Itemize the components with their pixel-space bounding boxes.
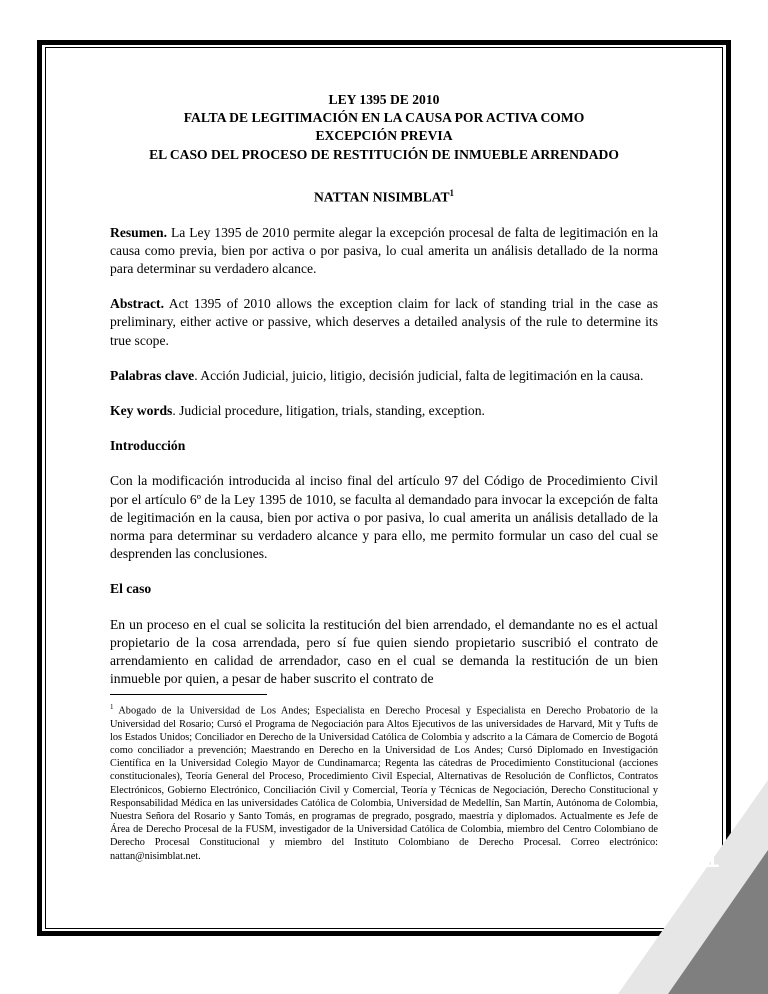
footnote-mark: 1 bbox=[110, 703, 114, 711]
abstract-text: Act 1395 of 2010 allows the exception claim for lack of standing trial in the case as preliminary, either active or passive, which deserves a detailed analysis of the rule to determine its true scope. bbox=[110, 296, 658, 348]
key-words-label: Key words bbox=[110, 402, 173, 418]
footnote-text: Abogado de la Universidad de Los Andes; Especialista en Derecho Procesal y Especialista en Derecho Probatorio de la Universidad del Rosario; Cursó el Programa de Negociación para Altos Ejecutivos de las universidades de Harvard, Mit y Tufts de los Estados Unidos; Conciliador en Derecho de la Universidad Católica de Colombia y adscrito a la Cámara de Comercio de Bogotá como conciliador a prevención; Maestrando en Derecho en la Universidad de Los Andes; Cursó Diplomado en Investigación Científica en la Universidad Colegio Mayor de Cundinamarca; Regenta las cátedras de Procedimiento Constitucional (acciones constitucionales), Teoría General del Proceso, Procedimiento Civil Especial, Alternativas de Resolución de Conflictos, Contratos Electrónicos, Gobierno Electrónico, Conciliación Civil y Comercial, Teoría y Técnicas de Negociación, Derecho Constitucional y Responsabilidad Médica en las universidades Católica de Colombia, Universidad de Medellín, San Martín, Autónoma de Colombia, Nuestra Señora del Rosario y Santo Tomás, en programas de pregrado, posgrado, maestría y diplomados. Actualmente es Jefe de Área de Derecho Procesal de la FUSM, investigador de la Universidad Católica de Colombia, miembro del Centro Colombiano de Derecho Procesal Constitucional y miembro del Instituto Colombiano de Derecho Procesal. Correo electrónico: nattan@nisimblat.net. bbox=[110, 705, 658, 862]
resumen-text: La Ley 1395 de 2010 permite alegar la excepción procesal de falta de legitimación en la causa como previa, bien por activa o por pasiva, lo cual amerita un análisis detallado de la norma para determinar su verdadero alcance. bbox=[110, 224, 658, 276]
palabras-clave-label: Palabras clave bbox=[110, 367, 195, 383]
el-caso-text: En un proceso en el cual se solicita la restitución del bien arrendado, el demandante no es el actual propietario de la cosa arrendada, pero sí fue quien siendo propietario suscribió el contrato de arrendamiento en calidad de arrendador, caso en el cual se demanda la restitución de un bien inmueble por quien, a pesar de haber suscrito el contrato de bbox=[110, 616, 658, 687]
title-line-2: FALTA DE LEGITIMACIÓN EN LA CAUSA POR ACTIVA COMO bbox=[183, 110, 585, 126]
page-number: 1 bbox=[702, 840, 722, 875]
title-line-1: LEY 1395 DE 2010 bbox=[328, 92, 440, 107]
key-words-paragraph bbox=[110, 402, 658, 420]
abstract-label: Abstract. bbox=[110, 296, 164, 312]
author bbox=[110, 184, 658, 207]
abstract-paragraph bbox=[110, 295, 658, 350]
el-caso-heading: El caso bbox=[110, 581, 152, 597]
title-line-4: EL CASO DEL PROCESO DE RESTITUCIÓN DE INMUEBLE ARRENDADO bbox=[149, 146, 619, 162]
footnote bbox=[110, 701, 658, 863]
palabras-clave-text: . Acción Judicial, juicio, litigio, decisión judicial, falta de legitimación en la causa. bbox=[194, 367, 644, 383]
document-body bbox=[110, 91, 658, 688]
footnote-separator bbox=[110, 694, 267, 695]
introduccion-text: Con la modificación introducida al inciso final del artículo 97 del Código de Procedimiento Civil por el artículo 6º de la Ley 1395 de 1010, se faculta al demandado para invocar la excepción de falta de legitimación en la causa, bien por activa o por pasiva, lo cual amerita un análisis detallado de la norma para determinar su verdadero alcance y para ello, me permito formular un caso del cual se desprenden las conclusiones. bbox=[110, 473, 658, 562]
author-name: NATTAN NISIMBLAT bbox=[313, 189, 450, 205]
resumen-paragraph bbox=[110, 224, 658, 279]
introduccion-heading: Introducción bbox=[110, 438, 186, 454]
resumen-label: Resumen. bbox=[110, 224, 168, 240]
author-footnote-mark: 1 bbox=[449, 187, 455, 198]
page-corner-decoration bbox=[618, 780, 768, 994]
title-line-3: EXCEPCIÓN PREVIA bbox=[315, 128, 453, 144]
palabras-clave-paragraph bbox=[110, 367, 658, 385]
key-words-text: . Judicial procedure, litigation, trials, standing, exception. bbox=[172, 402, 485, 418]
